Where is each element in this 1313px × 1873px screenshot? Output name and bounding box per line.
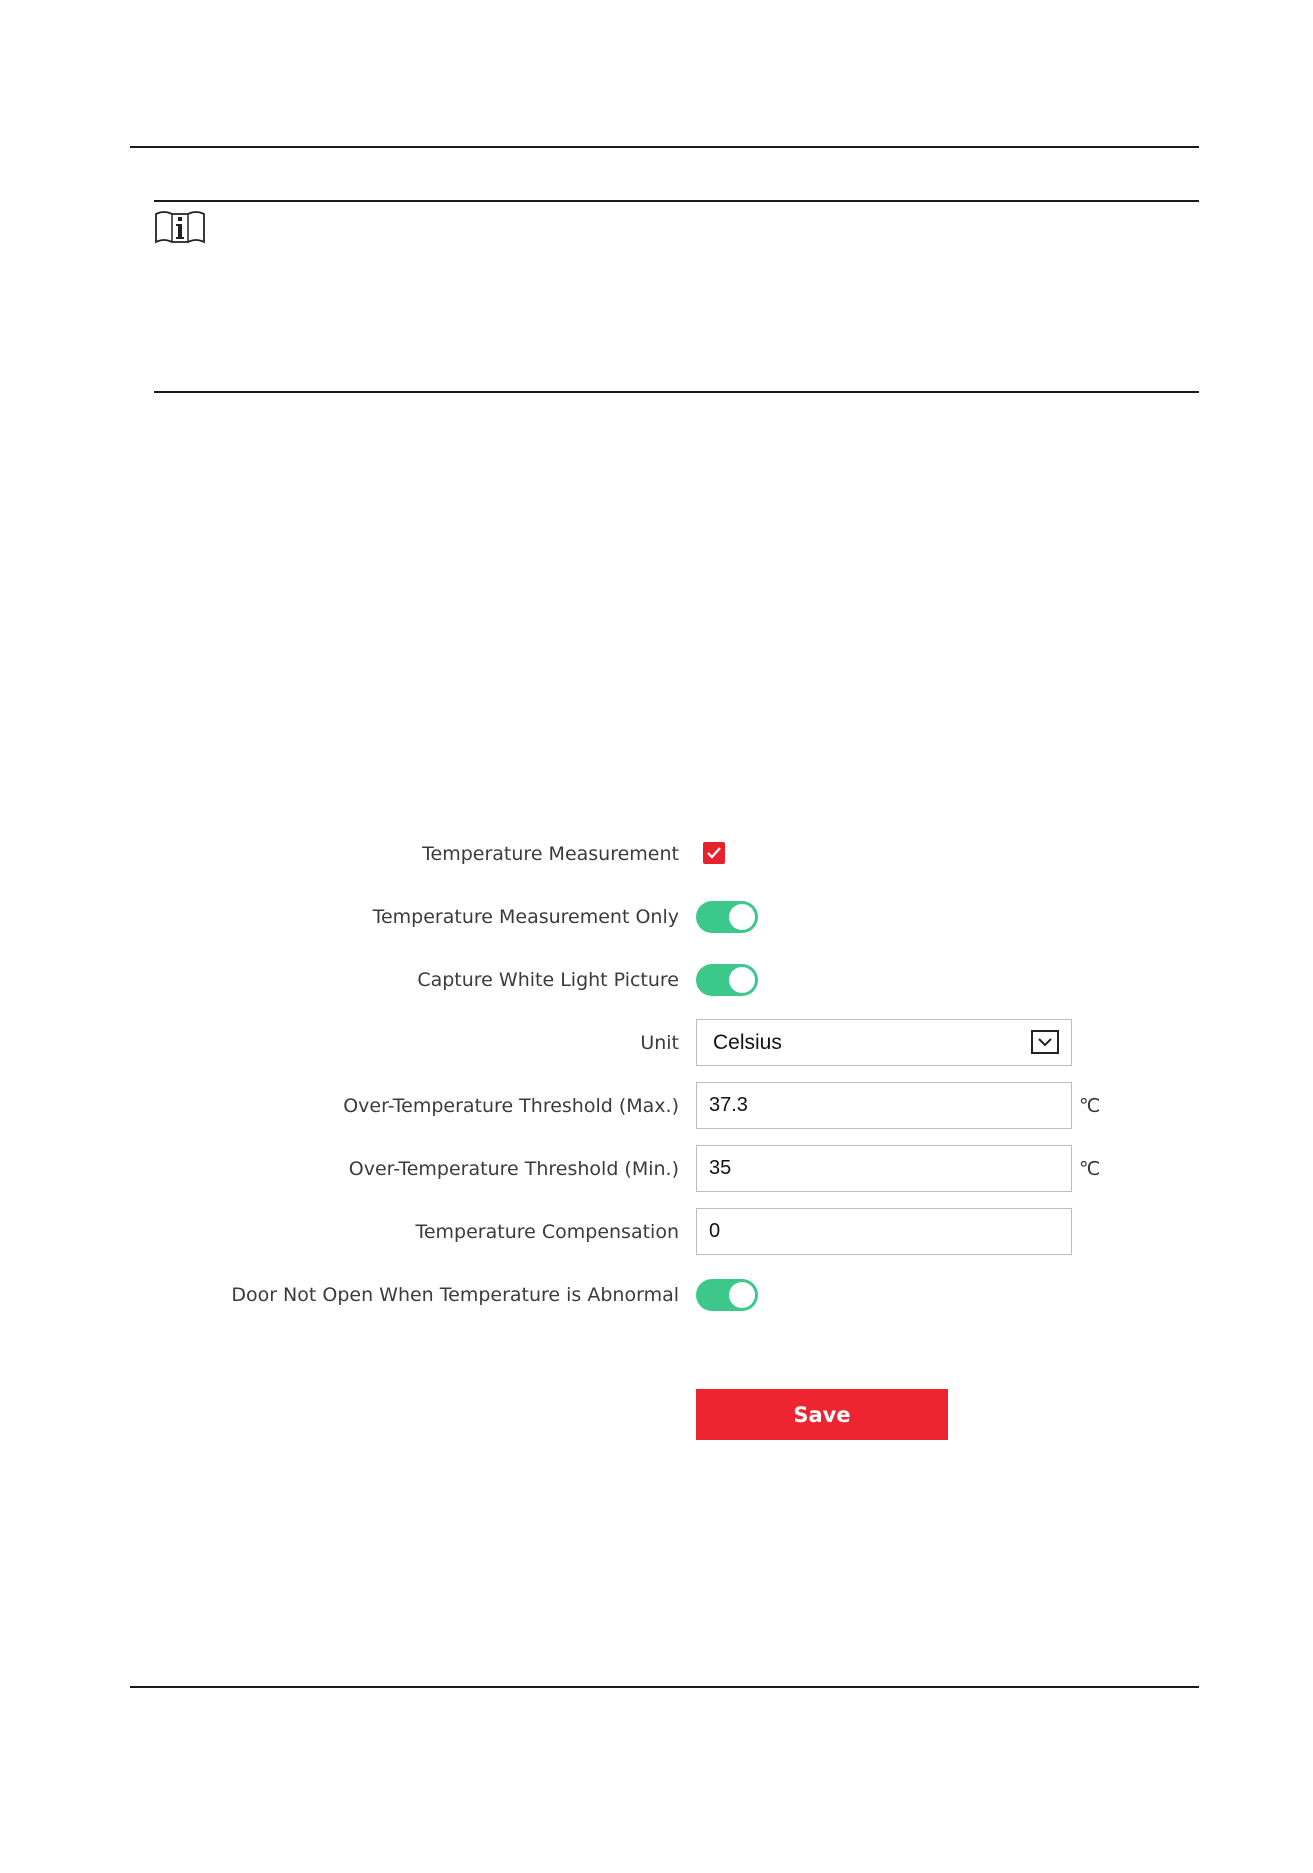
threshold-min-label: Over-Temperature Threshold (Min.) xyxy=(348,1158,679,1180)
toggle-knob xyxy=(729,967,755,993)
temperature-measurement-only-toggle[interactable] xyxy=(696,901,758,933)
threshold-max-row xyxy=(0,1086,1313,1126)
chevron-down-icon[interactable] xyxy=(1031,1030,1059,1054)
toggle-knob xyxy=(729,904,755,930)
threshold-max-input[interactable] xyxy=(696,1082,1072,1129)
door-not-open-abnormal-toggle[interactable] xyxy=(696,1279,758,1311)
capture-white-light-picture-row xyxy=(0,960,1313,1000)
capture-white-light-picture-toggle[interactable] xyxy=(696,964,758,996)
unit-select-value: Celsius xyxy=(713,1030,782,1054)
checkmark-icon xyxy=(706,845,722,861)
unit-row xyxy=(0,1023,1313,1063)
temperature-measurement-checkbox[interactable] xyxy=(703,842,725,864)
info-note-icon xyxy=(154,206,206,246)
toggle-knob xyxy=(729,1282,755,1308)
save-button[interactable]: Save xyxy=(696,1389,948,1440)
page-bottom-divider xyxy=(130,1686,1199,1688)
unit-select[interactable] xyxy=(696,1019,1072,1066)
threshold-max-label: Over-Temperature Threshold (Max.) xyxy=(343,1095,679,1117)
door-not-open-abnormal-label: Door Not Open When Temperature is Abnormal xyxy=(231,1284,679,1306)
temperature-measurement-only-row xyxy=(0,897,1313,937)
page-top-divider xyxy=(130,146,1199,148)
temperature-measurement-row xyxy=(0,834,1313,874)
threshold-min-unit-suffix: ℃ xyxy=(1079,1158,1101,1180)
temperature-measurement-only-label: Temperature Measurement Only xyxy=(372,906,679,928)
threshold-min-input[interactable] xyxy=(696,1145,1072,1192)
note-top-divider xyxy=(154,200,1199,202)
note-bottom-divider xyxy=(154,391,1199,393)
door-not-open-abnormal-row xyxy=(0,1275,1313,1315)
temperature-compensation-input[interactable] xyxy=(696,1208,1072,1255)
temperature-measurement-label: Temperature Measurement xyxy=(422,843,679,865)
threshold-max-unit-suffix: ℃ xyxy=(1079,1095,1101,1117)
capture-white-light-picture-label: Capture White Light Picture xyxy=(417,969,679,991)
temperature-compensation-label: Temperature Compensation xyxy=(415,1221,679,1243)
threshold-min-row xyxy=(0,1149,1313,1189)
unit-label: Unit xyxy=(640,1032,679,1054)
temperature-compensation-row xyxy=(0,1212,1313,1252)
